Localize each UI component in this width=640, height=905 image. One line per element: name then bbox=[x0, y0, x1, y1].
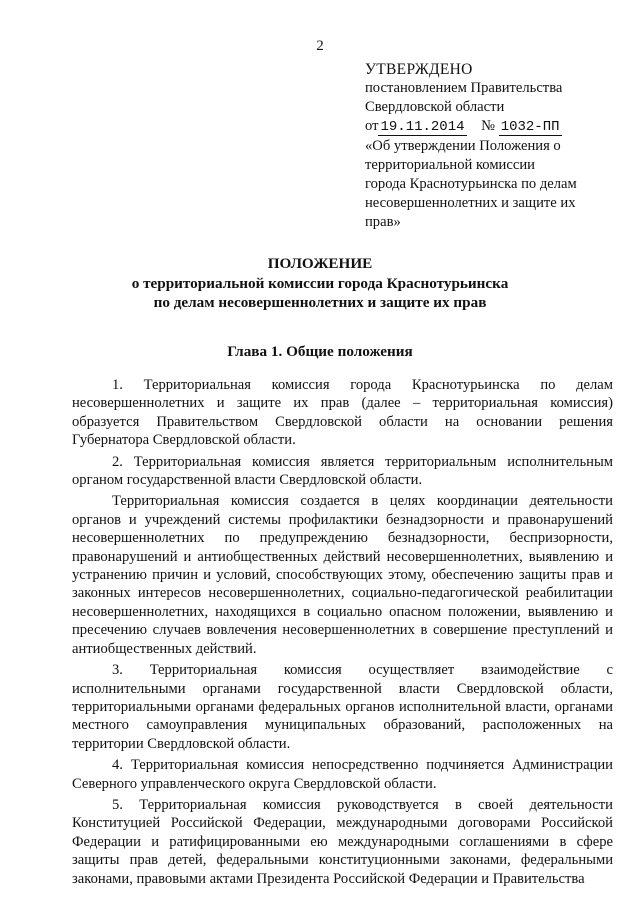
approval-quote-1: «Об утверждении Положения о bbox=[365, 138, 561, 154]
approval-quote-5: прав» bbox=[365, 214, 401, 230]
approval-quote-2: территориальной комиссии bbox=[365, 157, 535, 173]
approval-quote-4: несовершеннолетних и защите их bbox=[365, 195, 576, 211]
paragraph-4: 3. Территориальная комиссия осуществляет взаимодействие с исполнительными органами государственной власти Свердловской области, территориальными органами федеральных органов исполнительной власти, органами местного самоуправления муниципальных образований, расположенных на территории Свердловской области. bbox=[72, 662, 613, 752]
paragraph-2: 2. Территориальная комиссия является территориальным исполнительным органом государственной власти Свердловской области. bbox=[72, 453, 613, 489]
document-title bbox=[0, 254, 640, 313]
approval-number-prefix: № bbox=[481, 118, 496, 134]
paragraph-3: Территориальная комиссия создается в целях координации деятельности органов и учреждений системы профилактики безнадзорности и правонарушений несовершеннолетних по предупреждению безнадзорности, беспризорности, правонарушений и антиобщественных действий несовершеннолетних, выявлению и устранению причин и условий, способствующих этому, обеспечению защиты прав и законных интересов несовершеннолетних, социально-педагогической реабилитации несовершеннолетних, находящихся в социально опасном положении, выявлению и пресечению случаев вовлечения несовершеннолетних в совершение преступлений и антиобщественных действий. bbox=[72, 493, 613, 657]
title-line-2: о территориальной комиссии города Краснотурьинска bbox=[131, 274, 509, 292]
title-line-3: по делам несовершеннолетних и защите их прав bbox=[153, 294, 487, 311]
paragraph-1: 1. Территориальная комиссия города Краснотурьинска по делам несовершеннолетних и защите их прав (далее – территориальная комиссия) образуется Правительством Свердловской области на основании решения Губернатора Свердловской области. bbox=[72, 377, 613, 449]
title-line-1: ПОЛОЖЕНИЕ bbox=[267, 255, 373, 272]
approval-date-line bbox=[365, 117, 615, 137]
approval-heading: УТВЕРЖДЕНО bbox=[365, 61, 473, 78]
approval-date: 19.11.2014 bbox=[380, 119, 465, 135]
approval-from-prefix: от bbox=[365, 118, 379, 134]
document-body bbox=[72, 376, 613, 891]
approval-line-1: постановлением Правительства bbox=[365, 80, 563, 96]
paragraph-5: 4. Территориальная комиссия непосредственно подчиняется Администрации Северного управленческого округа Свердловской области. bbox=[72, 757, 613, 792]
paragraph-6: 5. Территориальная комиссия руководствуется в своей деятельности Конституцией Российской Федерации, международными договорами Российской Федерации и ратифицированными ею международными соглашениями в сфере защиты прав детей, федеральными конституционными законами, федеральными законами, правовыми актами Президента Российской Федерации и Правительства bbox=[72, 796, 613, 887]
approval-number: 1032-ПП bbox=[500, 119, 560, 135]
approval-quote-3: города Краснотурьинска по делам bbox=[365, 176, 577, 192]
page-number: 2 bbox=[316, 38, 324, 54]
approval-block bbox=[365, 60, 615, 232]
chapter-heading: Глава 1. Общие положения bbox=[227, 343, 413, 360]
approval-line-2: Свердловской области bbox=[365, 99, 505, 115]
